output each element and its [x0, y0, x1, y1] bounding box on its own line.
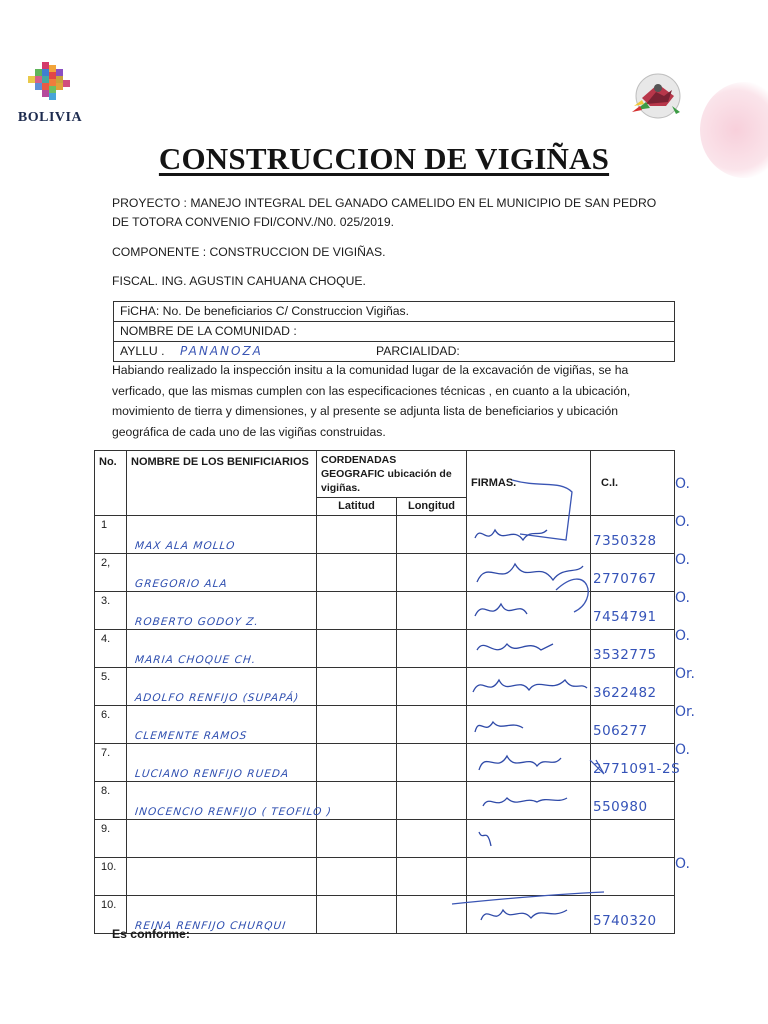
mosaic-emblem-icon [28, 62, 72, 102]
ci-number: 3622482 [593, 685, 657, 701]
table-row [95, 706, 675, 744]
col-header-nombre: NOMBRE DE LOS BENIFICIARIOS [127, 451, 317, 516]
latitud-cell [317, 516, 397, 554]
latitud-cell [317, 706, 397, 744]
table-row [95, 630, 675, 668]
row-number: 7. [95, 744, 127, 782]
longitud-cell [397, 630, 467, 668]
ficha-box [113, 301, 675, 362]
col-header-coordenadas: CORDENADAS GEOGRAFIC ubicación de vigiñas. [317, 451, 467, 498]
latitud-cell [317, 896, 397, 934]
signature-icon [467, 592, 591, 628]
ci-number: 7454791 [593, 609, 657, 625]
latitud-cell [317, 668, 397, 706]
beneficiary-name: REINA RENFIJO CHURQUI [134, 920, 287, 932]
document-title: CONSTRUCCION DE VIGIÑAS [158, 141, 610, 176]
beneficiary-name: LUCIANO RENFIJO RUEDA [134, 768, 290, 780]
latitud-cell [317, 744, 397, 782]
ci-cell [591, 554, 675, 592]
beneficiary-name-cell [127, 782, 333, 820]
signature-icon [467, 516, 591, 552]
ci-suffix: Or. [675, 665, 695, 682]
ci-cell [591, 592, 675, 630]
row-number: 2, [95, 554, 127, 592]
ayllu-handwritten-value: PANANOZA [180, 344, 263, 358]
comunidad-line: NOMBRE DE LA COMUNIDAD : [114, 322, 674, 342]
signature-cell [467, 782, 591, 820]
ci-number: 7350328 [593, 533, 657, 549]
logo-subtitle-line [16, 104, 86, 109]
ci-suffix: O. [675, 855, 690, 872]
signature-icon [467, 820, 591, 856]
signature-cell [467, 706, 591, 744]
signature-cell [467, 820, 591, 858]
beneficiary-name-cell [127, 592, 317, 630]
ci-number: 2771091-2S [593, 761, 681, 777]
table-row [95, 744, 675, 782]
col-header-firmas: FIRMAS. [467, 451, 591, 516]
longitud-cell [397, 858, 467, 896]
row-number: 1 [95, 516, 127, 554]
ci-number: 5740320 [593, 913, 657, 929]
row-number: 6. [95, 706, 127, 744]
proyecto-line: PROYECTO : MANEJO INTEGRAL DEL GANADO CAMELIDO EN EL MUNICIPIO DE SAN PEDRO DE TOTORA CONVENIO FDI/CONV./N0. 025/2019. [112, 196, 657, 229]
longitud-cell [397, 706, 467, 744]
row-number: 9. [95, 820, 127, 858]
table-row [95, 668, 675, 706]
signature-icon [467, 706, 591, 742]
longitud-cell [397, 744, 467, 782]
es-conforme-label: Es conforme: [112, 927, 190, 941]
beneficiary-name: ROBERTO GODOY Z. [134, 616, 260, 628]
fiscal-line: FISCAL. ING. AGUSTIN CAHUANA CHOQUE. [112, 274, 366, 288]
ci-suffix: Or. [675, 703, 695, 720]
col-header-ci: C.I. [591, 451, 675, 516]
table-row [95, 820, 675, 858]
ci-suffix: O. [675, 513, 690, 530]
ci-suffix: O. [675, 551, 690, 568]
row-number: 10. [95, 858, 127, 896]
table-row [95, 858, 675, 896]
longitud-cell [397, 668, 467, 706]
beneficiary-name-cell [127, 668, 317, 706]
table-row [95, 782, 675, 820]
ayllu-line [114, 342, 674, 361]
table-row [95, 516, 675, 554]
latitud-cell [317, 554, 397, 592]
latitud-cell [317, 820, 397, 858]
signature-cell [467, 858, 591, 896]
ci-number: 3532775 [593, 647, 657, 663]
longitud-cell [397, 782, 467, 820]
signature-cell [467, 554, 591, 592]
latitud-cell [317, 592, 397, 630]
ci-cell [591, 516, 675, 554]
beneficiary-name: CLEMENTE RAMOS [134, 730, 248, 742]
col-header-longitud: Longitud [397, 498, 467, 516]
signature-icon [467, 782, 591, 818]
table-row [95, 554, 675, 592]
ayllu-label: AYLLU . [120, 344, 165, 358]
longitud-cell [397, 516, 467, 554]
ci-cell [591, 630, 675, 668]
beneficiary-name-cell [127, 516, 317, 554]
beneficiary-name-cell [127, 858, 317, 896]
beneficiary-name: ADOLFO RENFIJO (SUPAPÁ) [134, 692, 300, 704]
signature-cell [467, 630, 591, 668]
row-number: 4. [95, 630, 127, 668]
beneficiaries-table [94, 450, 681, 934]
ci-suffix: O. [675, 741, 690, 758]
signature-icon [467, 630, 591, 666]
beneficiary-name: MAX ALA MOLLO [134, 540, 236, 552]
row-number: 3. [95, 592, 127, 630]
signature-icon [467, 668, 591, 704]
ci-suffix: O. [675, 627, 690, 644]
ci-cell [591, 668, 675, 706]
table-row [95, 592, 675, 630]
beneficiary-name: GREGORIO ALA [134, 578, 229, 590]
ci-number: 506277 [593, 723, 648, 739]
beneficiary-name: MARIA CHOQUE CH. [134, 654, 257, 666]
beneficiary-name-cell [127, 706, 317, 744]
beneficiary-name-cell [127, 630, 317, 668]
signature-cell [467, 744, 591, 782]
signature-cell [467, 516, 591, 554]
row-number: 10. [95, 896, 127, 934]
latitud-cell [317, 782, 397, 820]
ci-suffix: O. [675, 589, 690, 606]
parcialidad-label: PARCIALIDAD: [376, 344, 460, 358]
row-number: 5. [95, 668, 127, 706]
signature-icon [467, 896, 591, 932]
longitud-cell [397, 554, 467, 592]
ci-cell [591, 706, 675, 744]
longitud-cell [397, 896, 467, 934]
signature-icon [467, 744, 591, 780]
logo-wordmark: BOLIVIA [17, 110, 83, 125]
col-header-no: No. [95, 451, 127, 516]
seal-stamp-icon [628, 66, 688, 122]
beneficiary-name-cell [127, 744, 317, 782]
signature-cell [467, 896, 591, 934]
ci-number: 2770767 [593, 571, 657, 587]
signature-cell [467, 592, 591, 630]
ci-cell [591, 820, 675, 858]
ci-cell [591, 782, 675, 820]
longitud-cell [397, 820, 467, 858]
signature-cell [467, 668, 591, 706]
ci-cell [591, 858, 675, 896]
beneficiary-name: INOCENCIO RENFIJO ( TEOFILO ) [134, 806, 333, 818]
ci-cell [591, 744, 681, 782]
latitud-cell [317, 630, 397, 668]
latitud-cell [317, 858, 397, 896]
ci-suffix: O. [675, 475, 690, 492]
bolivia-logo [14, 58, 86, 130]
inspection-paragraph: Habiando realizado la inspección insitu a la comunidad lugar de la excavación de vigiñas, se ha verficado, que las mismas cumplen con las especificaciones técnicas , en cuanto a la ubicación, movimiento de tierra y dimensiones, y al presente se adjunta lista de beneficiarios y ubicación geográfica de cada uno de las vigiñas construidas. [112, 363, 631, 439]
longitud-cell [397, 592, 467, 630]
ci-number: 550980 [593, 799, 648, 815]
componente-line: COMPONENTE : CONSTRUCCION DE VIGIÑAS. [112, 245, 386, 259]
ficha-line: FiCHA: No. De beneficiarios C/ Construccion Vigiñas. [114, 302, 674, 322]
signature-icon [467, 554, 591, 590]
col-header-latitud: Latitud [317, 498, 397, 516]
row-number: 8. [95, 782, 127, 820]
beneficiary-name-cell [127, 554, 317, 592]
ci-cell [591, 896, 675, 934]
beneficiary-name-cell [127, 820, 317, 858]
